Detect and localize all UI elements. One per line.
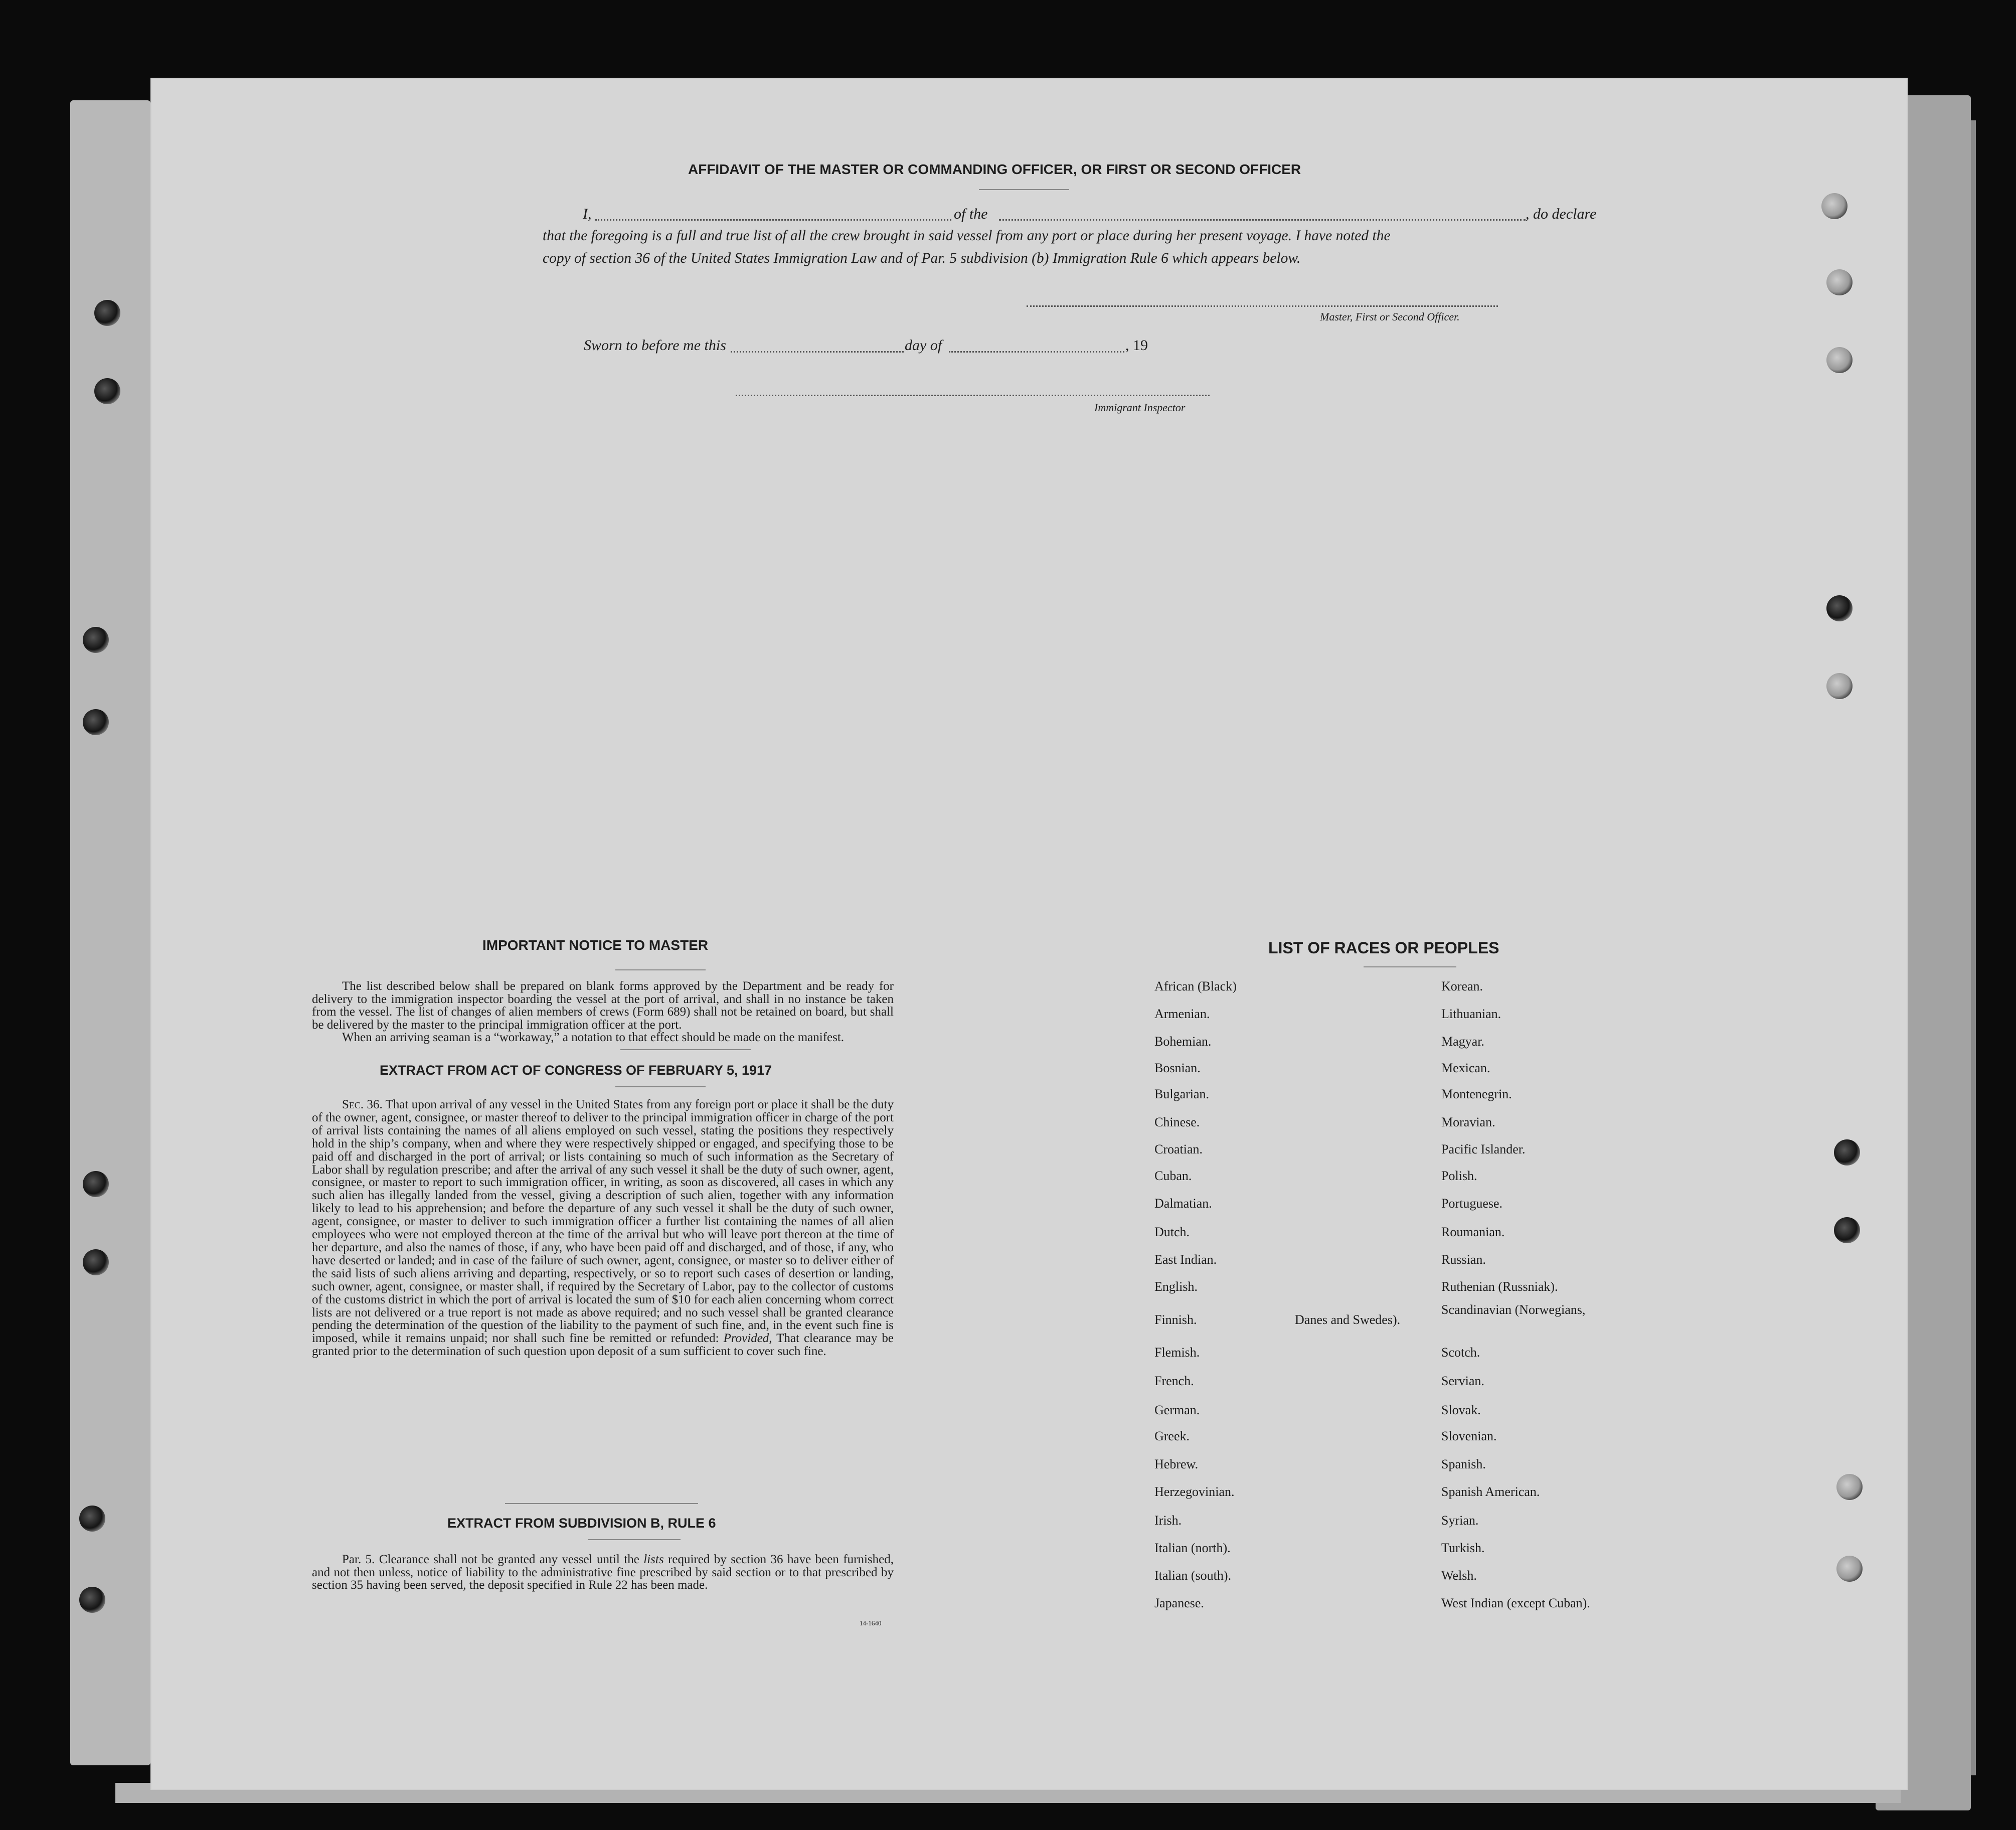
section-rule: [620, 1049, 751, 1050]
affidavit-line3: copy of section 36 of the United States Immigration Law and of Par. 5 subdivision (b) Immigration Rule 6 which appears below.: [543, 250, 1301, 266]
rule-text-a: Par. 5. Clearance shall not be granted any vessel until the: [342, 1553, 639, 1566]
extract-act-rule: [615, 1086, 706, 1087]
race-item: Moravian.: [1441, 1115, 1495, 1129]
extract-act-text-end: That clearance may be granted prior to the determination of such question upon deposit of a sum sufficient to cover such fine.: [312, 1332, 894, 1359]
race-item: German.: [1154, 1403, 1200, 1417]
manifest-page: [150, 78, 1908, 1790]
extract-rule-rule: [588, 1539, 681, 1540]
race-item: Herzegovinian.: [1154, 1484, 1235, 1499]
punch-hole: [79, 1587, 105, 1613]
inspector-signature-line: [736, 395, 1210, 396]
race-item: Cuban.: [1154, 1169, 1192, 1183]
punch-hole: [83, 709, 109, 735]
affidavit-line1-i: I,: [583, 206, 592, 222]
extract-rule-body: [312, 1553, 894, 1592]
punch-hole: [1836, 1556, 1863, 1582]
punch-hole: [1836, 1474, 1863, 1500]
affidavit-title: AFFIDAVIT OF THE MASTER OR COMMANDING OFFICER, OR FIRST OR SECOND OFFICER: [688, 161, 1301, 177]
punch-hole: [79, 1506, 105, 1532]
extract-act-title: EXTRACT FROM ACT OF CONGRESS OF FEBRUARY 5, 1917: [380, 1063, 772, 1078]
race-item: Finnish.: [1154, 1312, 1197, 1327]
punch-hole: [94, 300, 120, 326]
race-item: Servian.: [1441, 1374, 1484, 1388]
race-item: Welsh.: [1441, 1568, 1477, 1583]
lists-word: lists: [643, 1553, 664, 1566]
notice-para2: When an arriving seaman is a “workaway,” a notation to that effect should be made on the manifest.: [342, 1031, 845, 1044]
provided-label: Provided,: [723, 1332, 772, 1346]
race-item: French.: [1154, 1374, 1194, 1388]
sworn-day-blank: [731, 351, 904, 353]
race-scandinavian-line2: Danes and Swedes).: [1295, 1312, 1401, 1327]
race-item: Greek.: [1154, 1429, 1190, 1443]
affidavit-line1-end: , do declare: [1526, 206, 1597, 222]
section-rule: [505, 1503, 698, 1504]
race-item: African (Black): [1154, 979, 1237, 993]
race-item: Flemish.: [1154, 1345, 1200, 1360]
race-item: Croatian.: [1154, 1142, 1203, 1156]
sworn-prefix: Sworn to before me this: [584, 337, 726, 354]
race-item: West Indian (except Cuban).: [1441, 1596, 1590, 1610]
punch-hole: [83, 1171, 109, 1197]
race-item: Ruthenian (Russniak).: [1441, 1279, 1558, 1294]
race-item: Chinese.: [1154, 1115, 1200, 1129]
form-number: 14-1640: [860, 1619, 882, 1627]
race-item: Scotch.: [1441, 1345, 1480, 1360]
sworn-day-of: day of: [905, 337, 942, 354]
affidavit-line1-of-the: of the: [954, 206, 988, 222]
sworn-month-blank: [949, 351, 1124, 353]
race-item: Bulgarian.: [1154, 1087, 1210, 1101]
race-item: Bosnian.: [1154, 1061, 1201, 1075]
punch-hole: [1826, 673, 1853, 699]
rule-text-b: required by section 36 have been furnished, and not then unless, notice of liability to the administrative fine prescribed by said section or to that prescribed by section 35 having been served, the deposit specified in Rule 22 has been made.: [312, 1553, 894, 1592]
notice-body: [312, 980, 894, 1044]
race-item: Montenegrin.: [1441, 1087, 1512, 1101]
name-blank: [595, 219, 951, 221]
notice-rule: [615, 969, 706, 970]
race-item: Magyar.: [1441, 1034, 1484, 1049]
punch-hole: [1826, 595, 1853, 621]
race-item: East Indian.: [1154, 1252, 1217, 1267]
race-item: Dutch.: [1154, 1225, 1190, 1239]
punch-hole: [94, 378, 120, 404]
race-item: Armenian.: [1154, 1007, 1210, 1021]
extract-act-body: [312, 1098, 894, 1358]
race-item: Irish.: [1154, 1513, 1182, 1528]
race-item: Korean.: [1441, 979, 1483, 993]
race-item: Portuguese.: [1441, 1196, 1503, 1211]
punch-hole: [1834, 1217, 1860, 1243]
races-rule: [1364, 966, 1456, 967]
race-item: English.: [1154, 1279, 1198, 1294]
notice-para1: The list described below shall be prepared on blank forms approved by the Department and be ready for delivery to the immigration inspector boarding the vessel at the port of arrival, and shall in no instance be taken from the vessel. The list of changes of alien members of crews (Form 689) shall not be retained on board, but shall be delivered by the master to the principal immigration officer at the port.: [312, 979, 894, 1032]
race-item: Pacific Islander.: [1441, 1142, 1526, 1156]
race-item: Slovenian.: [1441, 1429, 1497, 1443]
master-signature-line: [1027, 305, 1498, 307]
extract-act-text: That upon arrival of any vessel in the United States from any foreign port or place it shall be the duty of the owner, agent, consignee, or master thereof to deliver to the principal immigration officer in charge of the port of arrival lists containing the names of all aliens employed on such vessel, stating the positions they respectively hold in the ship’s company, when and where they were respectively shipped or engaged, and specifying those to be paid off and discharged in the port of arrival; or lists containing so much of such information as the Secretary of Labor shall by regulation prescribe; and after the arrival of any such vessel it shall be the duty of such owner, agent, consignee, or master to report to such immigration officer, in writing, as soon as discovered, all cases in which any such alien has illegally landed from the vessel, giving a description of such alien, together with any information likely to lead to his apprehension; and before the departure of any such vessel it shall be the duty of such owner, agent, consignee, or master to deliver to such immigration officer a further list containing the names of all alien employees who were not employed thereon at the time of the arrival but who will leave port thereon at the time of her departure, and also the names of those, if any, who have been paid off and discharged, and of those, if any, who have deserted or landed; and in case of the failure of such owner, agent, consignee, or master so to deliver either of the said lists of such aliens arriving and departing, respectively, or so to report such cases of desertion or landing, such owner, agent, consignee, or master shall, if required by the Secretary of Labor, pay to the collector of customs of the customs district in which the port of arrival is located the sum of $10 for each alien concerning whom correct lists are not delivered or a true report is not made as above required; and no such vessel shall be granted clearance pending the determination of the question of the liability to the payment of such fine, and, in the event such fine is imposed, while it remains unpaid; nor shall such fine be remitted or refunded:: [312, 1098, 894, 1346]
race-item: Russian.: [1441, 1252, 1486, 1267]
race-item: Mexican.: [1441, 1061, 1490, 1075]
punch-hole: [83, 627, 109, 653]
master-signature-caption: Master, First or Second Officer.: [1320, 310, 1460, 323]
vessel-blank: [999, 219, 1526, 221]
race-item: Bohemian.: [1154, 1034, 1212, 1049]
race-item: Polish.: [1441, 1169, 1477, 1183]
race-item: Slovak.: [1441, 1403, 1481, 1417]
sworn-year: , 19: [1125, 337, 1148, 354]
title-rule: [979, 189, 1069, 190]
punch-hole: [83, 1249, 109, 1275]
race-item: Italian (north).: [1154, 1541, 1231, 1555]
race-item: Turkish.: [1441, 1541, 1485, 1555]
races-title: LIST OF RACES OR PEOPLES: [1268, 939, 1499, 957]
punch-hole: [1834, 1139, 1860, 1166]
race-item: Lithuanian.: [1441, 1007, 1501, 1021]
punch-hole: [1826, 269, 1853, 295]
race-item: Italian (south).: [1154, 1568, 1232, 1583]
extract-rule-title: EXTRACT FROM SUBDIVISION B, RULE 6: [447, 1516, 716, 1531]
notice-title: IMPORTANT NOTICE TO MASTER: [482, 937, 709, 953]
race-item: Roumanian.: [1441, 1225, 1505, 1239]
sec-label: Sec. 36.: [342, 1098, 383, 1111]
race-item: Spanish American.: [1441, 1484, 1540, 1499]
race-item: Hebrew.: [1154, 1457, 1199, 1471]
race-item: Syrian.: [1441, 1513, 1479, 1528]
race-item: Scandinavian (Norwegians,: [1441, 1302, 1586, 1317]
affidavit-line2: that the foregoing is a full and true list of all the crew brought in said vessel from any port or place during her present voyage. I have noted the: [543, 228, 1391, 244]
race-item: Spanish.: [1441, 1457, 1486, 1471]
punch-hole: [1826, 347, 1853, 373]
race-item: Japanese.: [1154, 1596, 1204, 1610]
race-item: Dalmatian.: [1154, 1196, 1212, 1211]
punch-hole: [1821, 193, 1847, 219]
inspector-caption: Immigrant Inspector: [1094, 401, 1186, 414]
